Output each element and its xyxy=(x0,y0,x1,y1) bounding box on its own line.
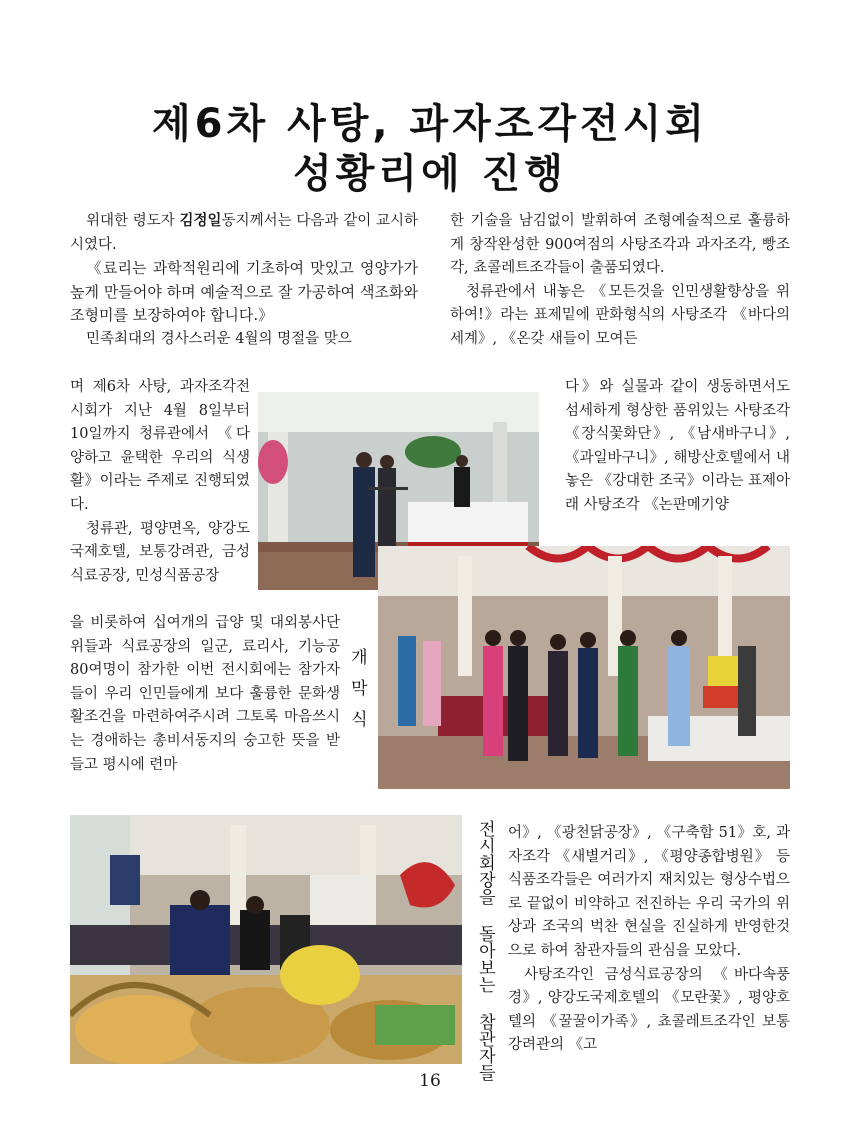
left-column-top xyxy=(70,210,418,352)
leader-name: 김정일 xyxy=(179,213,222,229)
intro-paragraph: 위대한 령도자 김정일동지께서는 다음과 같이 교시하시였다. xyxy=(70,213,419,253)
caption-visitors xyxy=(474,820,494,1081)
photo-visitors-touring xyxy=(70,815,462,1064)
right-column-wrap xyxy=(565,376,790,518)
caption-opening-ceremony xyxy=(346,648,366,741)
cheongryu-paragraph-wrap: 다》와 실물과 같이 생동하면서도 섬세하게 형상한 품위있는 사탕조각 《장식꽃화단》, 《남새바구니》, 《과일바구니》, 해방산호텔에서 내놓은 《강대한 조국》이라는 표제아래 사탕조각 《논판메기양 xyxy=(565,379,790,513)
caption-opening-ceremony-text: 개막식 xyxy=(346,648,367,741)
title-line-1: 제6차 사탕, 과자조각전시회 xyxy=(152,101,708,147)
left-column-lower xyxy=(70,612,340,777)
title-line-2: 성황리에 진행 xyxy=(293,151,567,197)
cheongryu-paragraph-line: 청류관에서 내놓은 《모든것을 인민생활향상을 위하여!》라는 표제밑에 판화형식의 사탕조각 《바다의 세계》, 《온갖 새들이 모여든 xyxy=(450,283,790,347)
right-column-top xyxy=(450,210,790,352)
bottom-right-column xyxy=(508,822,790,1058)
exhibits-reflection-paragraph: 어》, 《광천닭공장》, 《구축함 51》호, 과자조각 《새별거리》, 《평양종합병원》 등 식품조각들은 여러가지 재치있는 형상수법으로 끝없이 비약하고 전진하는 우리 국가의 위상과 조국의 벅찬 현실을 진실하게 반영한것으로 하여 참관자들의 관심을 모았다. xyxy=(508,825,790,959)
event-paragraph-line: 민족최대의 경사스러운 4월의 명절을 맞으 xyxy=(85,330,352,347)
photo-opening-ceremony-group xyxy=(378,546,790,789)
left-column-wrap xyxy=(70,376,250,588)
caption-visitors-text: 전시회장을 돌아보는 참관자들 xyxy=(474,820,495,1081)
page-number: 16 xyxy=(419,1071,441,1091)
event-paragraph-wrap: 며 제6차 사탕, 과자조각전시회가 지난 4월 8일부터 10일까지 청류관에서 《다양하고 윤택한 우리의 식생활》이라는 주제로 진행되였다. xyxy=(70,379,250,513)
candy-sculptures-paragraph: 사탕조각인 금성식료공장의 《바다속풍경》, 양강도국제호텔의 《모란꽃》, 평양호텔의 《꿀꿀이가족》, 쵸콜레트조각인 보통강려관의 《고 xyxy=(508,966,790,1054)
participants-paragraph-rest: 을 비롯하여 십여개의 급양 및 대외봉사단위들과 식료공장의 일군, 료리사, 기능공 80여명이 참가한 이번 전시회에는 참가자들이 우리 인민들에게 보다 훌륭한 문화생활조건을 마련하여주시려 그토록 마음쓰시는 경애하는 총비서동지의 숭고한 뜻을 받들고 평시에 련마 xyxy=(70,615,340,773)
participants-paragraph-wrap: 청류관, 평양면옥, 양강도국제호텔, 보통강려관, 금성식료공장, 민성식품공장 xyxy=(70,520,250,584)
works-paragraph: 한 기술을 남김없이 발휘하여 조형예술적으로 훌륭하게 창작완성한 900여점의 사탕조각과 과자조각, 빵조각, 쵸콜레트조각들이 출품되였다. xyxy=(450,213,790,277)
quote-paragraph: 《료리는 과학적원리에 기초하여 맛있고 영양가가 높게 만들어야 하며 예술적으로 잘 가공하여 색조화와 조형미를 보장하여야 합니다.》 xyxy=(70,259,418,325)
